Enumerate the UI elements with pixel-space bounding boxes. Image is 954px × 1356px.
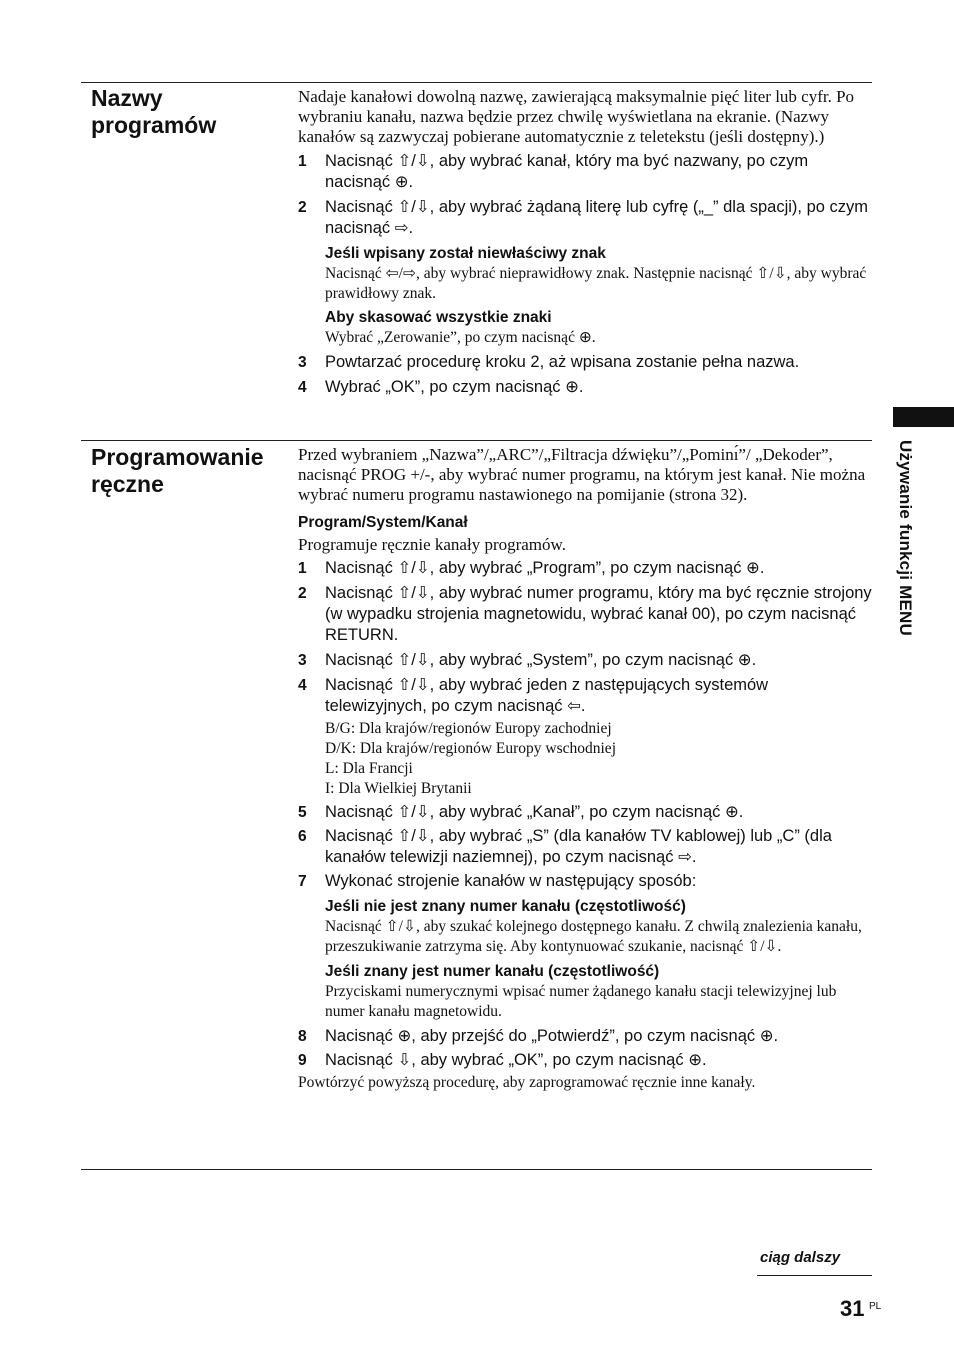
bottom-rule	[81, 1169, 872, 1170]
top-rule	[81, 82, 872, 83]
page-language: PL	[869, 1301, 882, 1312]
subsection-title: Jeśli wpisany został niewłaściwy znak	[325, 245, 606, 262]
section-intro: Nadaje kanałowi dowolną nazwę, zawierającą maksymalnie pięć liter lub cyfr. Po wybraniu kanału, nazwa będzie przez chwilę wyświetlana na ekranie. (Nazwy kanałów są zazwyczaj pobierane automatycznie z teletekstu (jeśli dostępny).)	[298, 87, 855, 146]
section-programowanie-body	[298, 445, 872, 1093]
list-item: D/K: Dla krajów/regionów Europy wschodniej	[325, 740, 616, 757]
section-heading-nazwy: Nazwy programów	[91, 85, 217, 138]
side-tab-label: Używanie funkcji MENU	[896, 440, 915, 636]
step-item: 6 Nacisnąć ⇧/⇩, aby wybrać „S” (dla kanałów TV kablowej) lub „C” (dla kanałów telewizji naziemnej), po czym nacisnąć ⇨.	[298, 827, 832, 866]
continued-note: ciąg dalszy	[760, 1249, 841, 1266]
list-item: I: Dla Wielkiej Brytanii	[325, 780, 472, 797]
footer-rule	[757, 1275, 872, 1276]
step-item: 3 Nacisnąć ⇧/⇩, aby wybrać „System”, po czym nacisnąć ⊕.	[298, 651, 757, 669]
section-divider	[81, 440, 872, 441]
subsection-title: Jeśli znany jest numer kanału (częstotliwość)	[325, 963, 660, 980]
subsection-title: Jeśli nie jest znany numer kanału (częstotliwość)	[325, 898, 686, 915]
subsection-text: Przyciskami numerycznymi wpisać numer żądanego kanału stacji telewizyjnej lub numer kanału magnetowidu.	[325, 983, 837, 1020]
step-item: 4 Wybrać „OK”, po czym nacisnąć ⊕.	[298, 378, 584, 396]
section-nazwy-body	[298, 87, 872, 398]
side-tab-marker	[893, 407, 954, 427]
step-item: 1 Nacisnąć ⇧/⇩, aby wybrać „Program”, po czym nacisnąć ⊕.	[298, 559, 765, 577]
step-item: 9 Nacisnąć ⇩, aby wybrać „OK”, po czym nacisnąć ⊕.	[298, 1051, 707, 1069]
tv-systems-list	[325, 719, 872, 799]
step-item: 3 Powtarzać procedurę kroku 2, aż wpisana zostanie pełna nazwa.	[298, 353, 800, 371]
step-item: 1 Nacisnąć ⇧/⇩, aby wybrać kanał, który ma być nazwany, po czym nacisnąć ⊕.	[298, 152, 809, 191]
subsection-text: Programuje ręcznie kanały programów.	[298, 535, 566, 554]
step-item: 8 Nacisnąć ⊕, aby przejść do „Potwierdź”, po czym nacisnąć ⊕.	[298, 1027, 779, 1045]
subsection-title: Aby skasować wszystkie znaki	[325, 309, 552, 326]
step-item: 2 Nacisnąć ⇧/⇩, aby wybrać żądaną literę lub cyfrę („_” dla spacji), po czym nacisnąć ⇨.	[298, 198, 869, 237]
section-heading-programowanie: Programowanie ręczne	[91, 444, 264, 497]
step-item: 5 Nacisnąć ⇧/⇩, aby wybrać „Kanał”, po czym nacisnąć ⊕.	[298, 803, 744, 821]
section-intro: Przed wybraniem „Nazwa”/„ARC”/„Filtracja dźwięku”/„Pominı́”/ „Dekoder”, nacisnąć PROG +/-, aby wybrać numer programu, na którym jest kanał. Nie można wybrać numeru programu nastawionego na pomijanie (strona 32).	[298, 445, 866, 504]
step-item: 4 Nacisnąć ⇧/⇩, aby wybrać jeden z następujących systemów telewizyjnych, po czym nacisnąć ⇦.	[298, 676, 769, 715]
subsection-text: Wybrać „Zerowanie”, po czym nacisnąć ⊕.	[325, 329, 596, 346]
list-item: L: Dla Francji	[325, 760, 413, 777]
step-item: 7 Wykonać strojenie kanałów w następujący sposób:	[298, 872, 697, 890]
page-number: 31	[840, 1296, 865, 1321]
subsection-title: Program/System/Kanał	[298, 514, 468, 531]
section-outro: Powtórzyć powyższą procedurę, aby zaprogramować ręcznie inne kanały.	[298, 1074, 756, 1091]
step-item: 2 Nacisnąć ⇧/⇩, aby wybrać numer programu, który ma być ręcznie strojony (w wypadku strojenia magnetowidu, wybrać kanał 00), po czym nacisnąć RETURN.	[298, 584, 872, 644]
list-item: B/G: Dla krajów/regionów Europy zachodniej	[325, 720, 612, 737]
subsection-text: Nacisnąć ⇧/⇩, aby szukać kolejnego dostępnego kanału. Z chwilą znalezienia kanału, przeszukiwanie zatrzyma się. Aby kontynuować szukanie, nacisnąć ⇧/⇩.	[325, 918, 862, 955]
subsection-text: Nacisnąć ⇦/⇨, aby wybrać nieprawidłowy znak. Następnie nacisnąć ⇧/⇩, aby wybrać prawidłowy znak.	[325, 265, 867, 302]
